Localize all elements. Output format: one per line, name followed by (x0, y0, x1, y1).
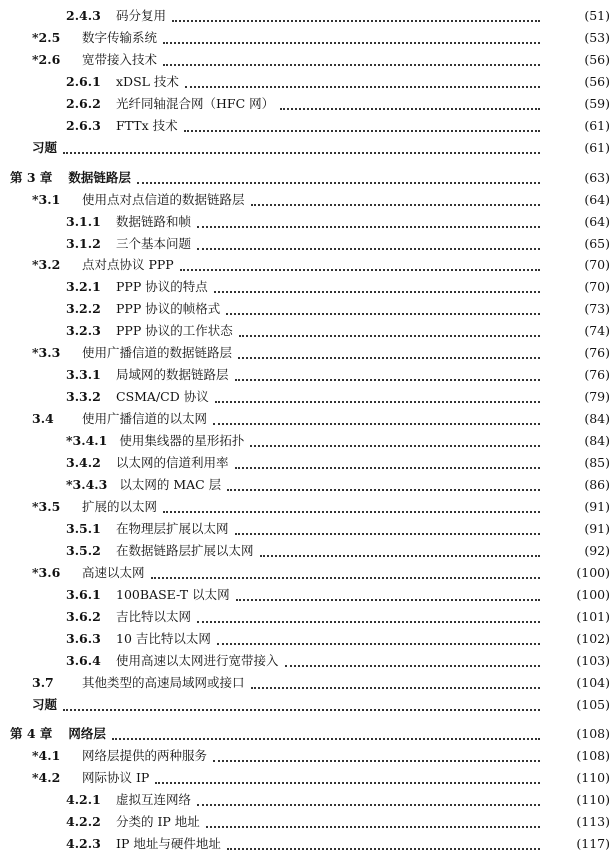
dot-leader (227, 840, 540, 850)
page-number: (73) (584, 301, 610, 317)
toc-entry-label (10, 724, 106, 744)
section-title: 以太网的信道利用率 (116, 455, 229, 470)
section-title: 网络层提供的两种服务 (82, 748, 208, 764)
toc-entry[interactable] (0, 539, 616, 563)
toc-entry-label (32, 138, 57, 158)
page-number: (79) (584, 389, 610, 405)
toc-entry-label (32, 497, 157, 517)
toc-entry-label (32, 50, 157, 70)
section-number: 3.6.2 (66, 608, 101, 624)
section-number: 2.6.1 (66, 73, 101, 89)
toc-entry[interactable] (0, 744, 616, 768)
page-number: (113) (576, 814, 610, 830)
section-number: *3.3 (32, 345, 61, 361)
dot-leader (213, 752, 540, 762)
page-number: (63) (584, 169, 610, 185)
dot-leader (163, 503, 540, 513)
dot-leader (226, 305, 540, 315)
section-number: 2.4.3 (66, 8, 101, 23)
page-number: (59) (584, 95, 610, 111)
page-number: (108) (576, 726, 610, 742)
section-title: 三个基本问题 (116, 235, 192, 251)
toc-entry-label (66, 234, 191, 254)
toc-entry[interactable] (0, 210, 616, 234)
page-number: (108) (576, 748, 610, 764)
toc-entry[interactable] (0, 832, 616, 856)
toc-entry-label (66, 431, 244, 451)
toc-entry-label (32, 746, 207, 766)
toc-entry[interactable] (0, 136, 616, 160)
toc-entry[interactable] (0, 788, 616, 812)
toc-entry-label (66, 629, 211, 649)
page-number: (56) (584, 51, 610, 67)
section-number: 第 4 章 (10, 726, 53, 742)
toc-entry-label (10, 168, 131, 188)
section-number: 3.6.1 (66, 586, 101, 602)
page-number: (102) (576, 630, 610, 646)
section-number: 3.4 (32, 411, 54, 427)
page-number: (105) (576, 696, 610, 712)
toc-entry-label (32, 673, 245, 693)
toc-entry-label (32, 695, 57, 715)
section-number: 习题 (32, 139, 58, 155)
toc-entry-label (66, 277, 208, 297)
page-number: (70) (584, 279, 610, 295)
dot-leader (184, 122, 540, 132)
toc-entry[interactable] (0, 561, 616, 585)
dot-leader (235, 371, 540, 381)
section-title: IP 地址与硬件地址 (116, 836, 221, 852)
section-number: *2.6 (32, 51, 61, 67)
section-title: 数字传输系统 (82, 29, 158, 45)
page-number: (103) (576, 652, 610, 668)
section-title: PPP 协议的特点 (116, 279, 208, 295)
section-number: 第 3 章 (10, 169, 53, 185)
page-number: (85) (584, 455, 610, 470)
page-number: (51) (584, 8, 610, 23)
toc-entry[interactable] (0, 114, 616, 138)
section-number: 3.6.4 (66, 652, 101, 668)
section-number: 3.2.1 (66, 279, 101, 295)
section-title: 光纤同轴混合网（HFC 网） (116, 95, 275, 111)
section-number: 3.2.2 (66, 301, 101, 317)
section-number: 3.3.1 (66, 367, 101, 383)
section-title: 使用高速以太网进行宽带接入 (116, 652, 279, 668)
page-number: (53) (584, 29, 610, 45)
toc-chapter-entry[interactable] (0, 722, 616, 746)
page-number: (91) (584, 498, 610, 514)
toc-entry-label (66, 585, 230, 605)
page-number: (76) (584, 345, 610, 361)
toc-entry[interactable] (0, 451, 616, 475)
page-number: (110) (576, 792, 610, 808)
page-number: (100) (576, 564, 610, 580)
toc-entry[interactable] (0, 363, 616, 387)
toc-chapter-entry[interactable] (0, 166, 616, 190)
section-title: 高速以太网 (82, 564, 145, 580)
section-number: 4.2.2 (66, 814, 101, 830)
toc-entry[interactable] (0, 188, 616, 212)
page-number: (84) (584, 433, 610, 448)
section-title: 使用点对点信道的数据链路层 (82, 191, 245, 207)
dot-leader (215, 393, 540, 403)
dot-leader (155, 774, 540, 784)
toc-entry[interactable] (0, 297, 616, 321)
section-title: PPP 协议的帧格式 (116, 301, 221, 317)
page-number: (70) (584, 257, 610, 273)
section-number: 3.4.2 (66, 455, 101, 470)
toc-entry-label (32, 343, 232, 363)
toc-entry[interactable] (0, 583, 616, 607)
toc-entry[interactable] (0, 693, 616, 717)
page-number: (117) (576, 836, 610, 852)
section-title: 吉比特以太网 (116, 608, 192, 624)
toc-entry-label (66, 834, 221, 854)
toc-entry-label (66, 116, 178, 136)
toc-entry[interactable] (0, 319, 616, 343)
section-number: *3.4.1 (66, 433, 108, 448)
toc-entry[interactable] (0, 671, 616, 695)
toc-entry-label (66, 519, 229, 539)
toc-entry[interactable] (0, 253, 616, 277)
toc-entry-label (32, 563, 145, 583)
dot-leader (238, 349, 540, 359)
section-title: 使用广播信道的数据链路层 (82, 345, 233, 361)
toc-entry-label (66, 299, 220, 319)
dot-leader (251, 679, 540, 689)
dot-leader (197, 218, 540, 228)
section-number: *3.5 (32, 498, 61, 514)
toc-entry-label (32, 28, 157, 48)
section-number: *3.4.3 (66, 476, 108, 492)
dot-leader (227, 481, 540, 491)
dot-leader (217, 635, 540, 645)
section-number: 2.6.2 (66, 95, 101, 111)
section-number: 4.2.3 (66, 836, 101, 852)
toc-entry[interactable] (0, 517, 616, 541)
toc-entry-label (32, 190, 245, 210)
toc-entry-label (66, 475, 221, 495)
toc-entry[interactable] (0, 407, 616, 431)
section-title: PPP 协议的工作状态 (116, 323, 233, 339)
section-number: 3.1.2 (66, 235, 101, 251)
toc-entry-label (66, 365, 229, 385)
section-number: *3.1 (32, 191, 61, 207)
toc-entry[interactable] (0, 429, 616, 453)
section-title: 宽带接入技术 (82, 51, 158, 67)
section-number: 3.1.1 (66, 213, 101, 229)
dot-leader (197, 613, 540, 623)
dot-leader (112, 730, 540, 740)
toc-entry-label (66, 321, 233, 341)
toc-entry[interactable] (0, 810, 616, 834)
page-number: (110) (576, 770, 610, 786)
section-title: 分类的 IP 地址 (116, 814, 200, 830)
section-title: 虚拟互连网络 (116, 792, 192, 808)
page-number: (91) (584, 520, 610, 536)
dot-leader (185, 78, 540, 88)
page-number: (104) (576, 674, 610, 690)
dot-leader (251, 196, 540, 206)
toc-entry-label (32, 255, 174, 275)
page-number: (100) (576, 586, 610, 602)
toc-entry[interactable] (0, 495, 616, 519)
dot-leader (180, 261, 540, 271)
section-number: 3.7 (32, 674, 54, 690)
section-title: FTTx 技术 (116, 117, 178, 133)
section-title: 使用广播信道的以太网 (82, 411, 208, 427)
toc-entry-label (66, 387, 209, 407)
dot-leader (235, 525, 540, 535)
page-number: (56) (584, 73, 610, 89)
section-title: 数据链路和帧 (116, 213, 192, 229)
dot-leader (235, 459, 540, 469)
dot-leader (280, 100, 540, 110)
section-number: *4.1 (32, 748, 61, 764)
dot-leader (250, 437, 540, 447)
toc-entry-label (32, 768, 149, 788)
section-title: 网络层 (68, 726, 106, 742)
toc-entry[interactable] (0, 473, 616, 497)
section-title: 使用集线器的星形拓扑 (119, 433, 245, 448)
toc-entry[interactable] (0, 275, 616, 299)
toc-entry[interactable] (0, 92, 616, 116)
dot-leader (236, 591, 540, 601)
dot-leader (163, 56, 540, 66)
section-number: 3.3.2 (66, 389, 101, 405)
section-title: 网际协议 IP (82, 770, 150, 786)
dot-leader (197, 240, 540, 250)
dot-leader (151, 569, 540, 579)
section-number: 4.2.1 (66, 792, 101, 808)
page-number: (65) (584, 235, 610, 251)
toc-entry-label (66, 6, 166, 26)
section-number: 3.2.3 (66, 323, 101, 339)
section-title: CSMA/CD 协议 (116, 389, 209, 405)
dot-leader (172, 12, 540, 22)
page-number: (84) (584, 411, 610, 427)
toc-entry-label (32, 409, 207, 429)
section-title: 码分复用 (116, 8, 167, 23)
toc-entry-label (66, 72, 179, 92)
section-number: *3.6 (32, 564, 61, 580)
section-number: 3.5.2 (66, 542, 101, 558)
section-title: 100BASE-T 以太网 (116, 586, 230, 602)
section-number: *2.5 (32, 29, 61, 45)
section-title: 在物理层扩展以太网 (116, 520, 229, 536)
section-number: 3.6.3 (66, 630, 101, 646)
section-title: xDSL 技术 (116, 73, 179, 89)
toc-entry-label (66, 651, 279, 671)
toc-entry[interactable] (0, 232, 616, 256)
section-number: *3.2 (32, 257, 61, 273)
page-number: (74) (584, 323, 610, 339)
toc-entry[interactable] (0, 627, 616, 651)
section-number: 2.6.3 (66, 117, 101, 133)
section-title: 在数据链路层扩展以太网 (116, 542, 254, 558)
page-number: (101) (576, 608, 610, 624)
section-number: *4.2 (32, 770, 61, 786)
toc-entry[interactable] (0, 605, 616, 629)
section-title: 扩展的以太网 (82, 498, 158, 514)
toc-entry[interactable] (0, 649, 616, 673)
dot-leader (260, 547, 540, 557)
dot-leader (63, 144, 540, 154)
dot-leader (163, 34, 540, 44)
toc-entry-label (66, 812, 200, 832)
dot-leader (285, 657, 540, 667)
page-number: (64) (584, 213, 610, 229)
toc-entry[interactable] (0, 4, 616, 28)
dot-leader (137, 174, 540, 184)
toc-entry[interactable] (0, 26, 616, 50)
toc-entry[interactable] (0, 70, 616, 94)
section-title: 点对点协议 PPP (82, 257, 174, 273)
section-title: 局域网的数据链路层 (116, 367, 229, 383)
section-title: 其他类型的高速局域网或接口 (82, 674, 245, 690)
toc-entry[interactable] (0, 48, 616, 72)
section-number: 习题 (32, 696, 58, 712)
dot-leader (239, 327, 540, 337)
dot-leader (63, 701, 540, 711)
page-number: (76) (584, 367, 610, 383)
page-number: (86) (584, 476, 610, 492)
page-number: (61) (584, 139, 610, 155)
toc-entry[interactable] (0, 341, 616, 365)
toc-entry-label (66, 790, 191, 810)
page-number: (64) (584, 191, 610, 207)
section-title: 10 吉比特以太网 (116, 630, 211, 646)
toc-entry[interactable] (0, 385, 616, 409)
page-number: (61) (584, 117, 610, 133)
dot-leader (213, 415, 540, 425)
toc-entry[interactable] (0, 766, 616, 790)
toc-entry-label (66, 541, 254, 561)
toc-entry-label (66, 94, 274, 114)
dot-leader (214, 283, 540, 293)
toc-entry-label (66, 212, 191, 232)
dot-leader (197, 796, 540, 806)
dot-leader (206, 818, 540, 828)
toc-entry-label (66, 607, 191, 627)
page-number: (92) (584, 542, 610, 558)
toc-entry-label (66, 453, 229, 473)
section-title: 数据链路层 (68, 169, 131, 185)
section-number: 3.5.1 (66, 520, 101, 536)
section-title: 以太网的 MAC 层 (119, 476, 222, 492)
